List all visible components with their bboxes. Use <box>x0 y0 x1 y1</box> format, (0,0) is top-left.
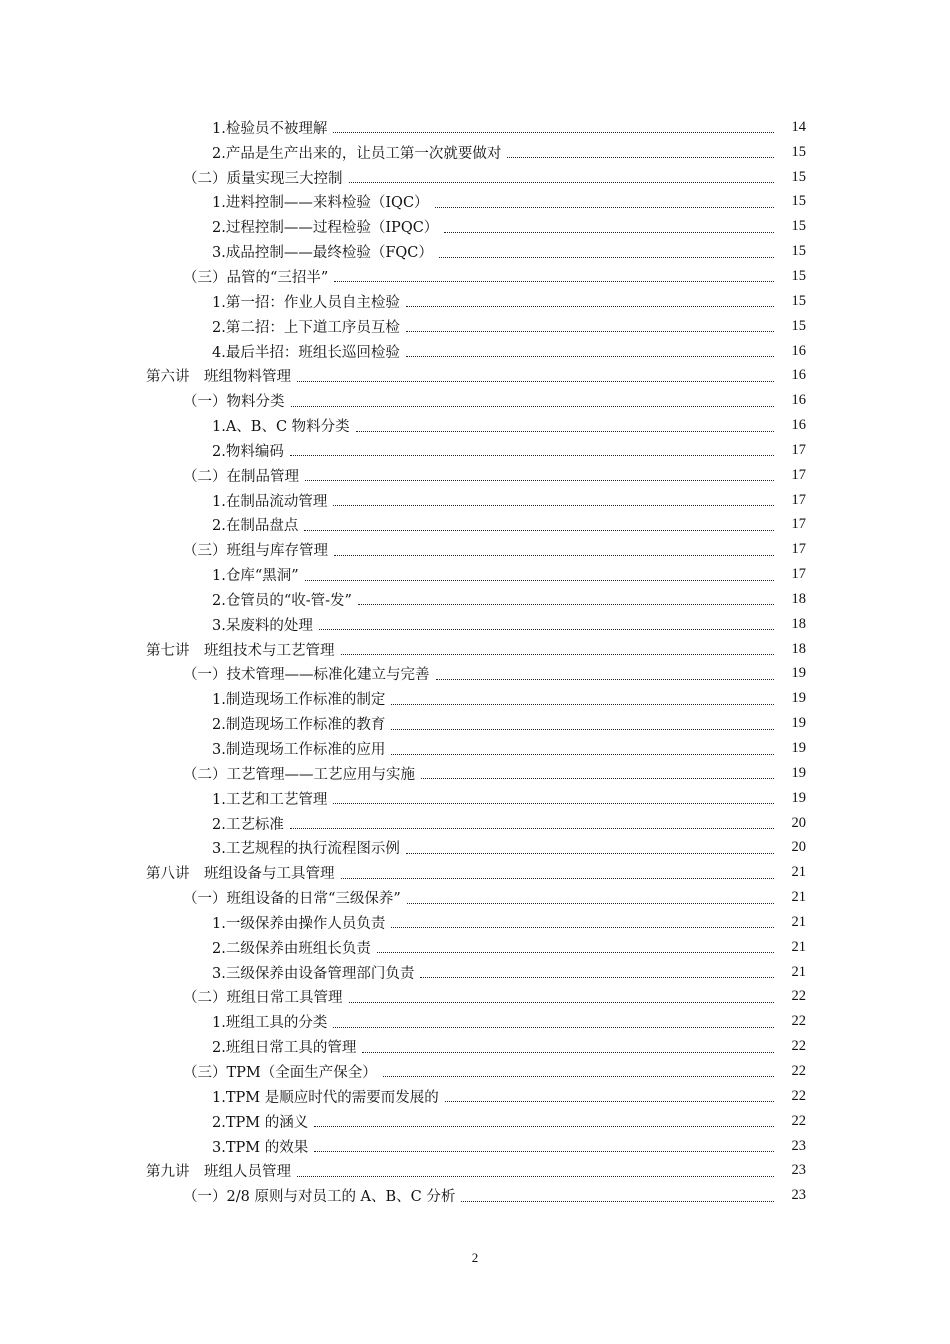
dot-leader <box>349 1001 775 1003</box>
toc-entry-page: 14 <box>791 118 806 135</box>
toc-entry[interactable] <box>0 612 950 637</box>
toc-entry-title: 2.物料编码 <box>212 443 284 460</box>
dot-leader <box>391 926 774 928</box>
toc-entry[interactable] <box>0 811 950 836</box>
toc-entry-title: 2.二级保养由班组长负责 <box>212 940 371 957</box>
dot-leader <box>334 280 774 282</box>
toc-entry-page: 15 <box>791 168 806 185</box>
toc-entry-title: 1.工艺和工艺管理 <box>212 791 328 808</box>
dot-leader <box>314 1150 774 1152</box>
toc-entry-title: 1.制造现场工作标准的制定 <box>212 692 386 709</box>
toc-entry[interactable] <box>0 637 950 662</box>
dot-leader <box>297 1175 774 1177</box>
toc-entry-title: （三）班组与库存管理 <box>183 543 328 560</box>
toc-entry-page: 15 <box>791 292 806 309</box>
dot-leader <box>341 877 775 879</box>
dot-leader <box>333 504 774 506</box>
dot-leader <box>341 653 775 655</box>
toc-entry[interactable] <box>0 686 950 711</box>
toc-entry-page: 20 <box>791 839 806 856</box>
toc-entry-title: 第七讲 班组技术与工艺管理 <box>146 642 335 659</box>
toc-entry-page: 21 <box>791 938 806 955</box>
toc-entry[interactable] <box>0 463 950 488</box>
toc-entry-page: 23 <box>791 1162 806 1179</box>
toc-entry-title: （二）质量实现三大控制 <box>183 170 343 187</box>
toc-entry-page: 15 <box>791 317 806 334</box>
toc-entry[interactable] <box>0 513 950 538</box>
dot-leader <box>290 454 774 456</box>
toc-entry[interactable] <box>0 1009 950 1034</box>
toc-entry-page: 22 <box>791 1013 806 1030</box>
dot-leader <box>319 628 774 630</box>
dot-leader <box>290 827 774 829</box>
toc-entry-title: 1.在制品流动管理 <box>212 493 328 510</box>
dot-leader <box>383 1075 774 1077</box>
toc-entry[interactable] <box>0 1109 950 1134</box>
toc-entry[interactable] <box>0 1059 950 1084</box>
toc-entry[interactable] <box>0 935 950 960</box>
toc-entry-title: 2.仓管员的“收-管-发” <box>212 592 352 609</box>
toc-entry-title: 2.过程控制——过程检验（IPQC） <box>212 220 439 237</box>
dot-leader <box>407 902 774 904</box>
toc-entry[interactable] <box>0 339 950 364</box>
toc-entry-title: 2.在制品盘点 <box>212 518 299 535</box>
toc-entry-title: （二）工艺管理——工艺应用与实施 <box>183 766 415 783</box>
toc-entry[interactable] <box>0 662 950 687</box>
toc-entry[interactable] <box>0 860 950 885</box>
dot-leader <box>391 753 774 755</box>
toc-entry-page: 22 <box>791 988 806 1005</box>
toc-entry-title: （三）品管的“三招半” <box>183 269 329 286</box>
toc-entry-page: 21 <box>791 864 806 881</box>
dot-leader <box>439 256 774 258</box>
toc-entry-title: 2.第二招：上下道工序员互检 <box>212 319 400 336</box>
toc-entry[interactable] <box>0 985 950 1010</box>
toc-entry-page: 18 <box>791 640 806 657</box>
dot-leader <box>420 976 774 978</box>
toc-entry-page: 23 <box>791 1137 806 1154</box>
toc-entry[interactable] <box>0 761 950 786</box>
toc-entry[interactable] <box>0 115 950 140</box>
toc-entry-title: （一）物料分类 <box>183 394 285 411</box>
toc-entry-page: 18 <box>791 590 806 607</box>
toc-entry[interactable] <box>0 140 950 165</box>
toc-entry[interactable] <box>0 736 950 761</box>
dot-leader <box>333 131 774 133</box>
toc-entry[interactable] <box>0 537 950 562</box>
toc-entry-page: 19 <box>791 764 806 781</box>
toc-entry[interactable] <box>0 363 950 388</box>
dot-leader <box>406 355 774 357</box>
toc-entry-page: 17 <box>791 541 806 558</box>
toc-entry-page: 19 <box>791 789 806 806</box>
dot-leader <box>507 156 774 158</box>
toc-entry-page: 22 <box>791 1087 806 1104</box>
dot-leader <box>391 703 774 705</box>
dot-leader <box>333 1026 774 1028</box>
dot-leader <box>314 1125 774 1127</box>
dot-leader <box>444 231 774 233</box>
toc-entry-page: 17 <box>791 566 806 583</box>
toc-entry-page: 17 <box>791 516 806 533</box>
toc-entry[interactable] <box>0 239 950 264</box>
toc-entry-page: 19 <box>791 690 806 707</box>
toc-entry-title: 3.成品控制——最终检验（FQC） <box>212 245 433 262</box>
toc-entry-page: 15 <box>791 218 806 235</box>
toc-entry-page: 15 <box>791 193 806 210</box>
dot-leader <box>304 529 774 531</box>
toc-entry-page: 17 <box>791 466 806 483</box>
dot-leader <box>461 1200 774 1202</box>
toc-entry-title: （二）在制品管理 <box>183 468 299 485</box>
toc-entry[interactable] <box>0 289 950 314</box>
toc-entry-title: 2.班组日常工具的管理 <box>212 1040 357 1057</box>
dot-leader <box>406 305 774 307</box>
toc-entry-page: 19 <box>791 715 806 732</box>
dot-leader <box>406 330 774 332</box>
toc-entry-title: 2.制造现场工作标准的教育 <box>212 717 386 734</box>
toc-entry-title: 1.班组工具的分类 <box>212 1015 328 1032</box>
toc-entry-title: 1.仓库“黑洞” <box>212 568 299 585</box>
dot-leader <box>334 554 774 556</box>
dot-leader <box>377 951 774 953</box>
dot-leader <box>297 380 774 382</box>
toc-entry[interactable] <box>0 562 950 587</box>
dot-leader <box>333 802 774 804</box>
toc-entry-page: 21 <box>791 913 806 930</box>
toc-entry[interactable] <box>0 910 950 935</box>
toc-entry-page: 19 <box>791 740 806 757</box>
dot-leader <box>362 1051 774 1053</box>
toc-entry-title: 2.工艺标准 <box>212 816 284 833</box>
dot-leader <box>358 603 774 605</box>
toc-entry[interactable] <box>0 587 950 612</box>
toc-entry-title: 1.A、B、C 物料分类 <box>212 419 350 436</box>
toc-entry[interactable] <box>0 711 950 736</box>
dot-leader <box>349 181 775 183</box>
toc-entry[interactable] <box>0 1084 950 1109</box>
toc-entry[interactable] <box>0 1134 950 1159</box>
dot-leader <box>291 405 775 407</box>
toc-entry[interactable] <box>0 1034 950 1059</box>
toc-entry[interactable] <box>0 885 950 910</box>
toc-entry-page: 19 <box>791 665 806 682</box>
toc-entry[interactable] <box>0 214 950 239</box>
toc-entry[interactable] <box>0 413 950 438</box>
toc-entry-title: 3.呆废料的处理 <box>212 617 313 634</box>
toc-entry-title: （一）2/8 原则与对员工的 A、B、C 分析 <box>183 1189 456 1206</box>
dot-leader <box>421 777 774 779</box>
toc-entry-page: 16 <box>791 367 806 384</box>
toc-entry-page: 21 <box>791 889 806 906</box>
dot-leader <box>406 852 774 854</box>
toc-entry-title: （三）TPM（全面生产保全） <box>183 1064 377 1081</box>
toc-entry[interactable] <box>0 1158 950 1183</box>
toc-entry-page: 21 <box>791 963 806 980</box>
toc-entry-title: 1.一级保养由操作人员负责 <box>212 915 386 932</box>
toc-entry-title: （一）技术管理——标准化建立与完善 <box>183 667 430 684</box>
toc-entry[interactable] <box>0 264 950 289</box>
toc-entry-title: 1.进料控制——来料检验（IQC） <box>212 195 429 212</box>
toc-entry-title: 第九讲 班组人员管理 <box>146 1164 291 1181</box>
toc-entry-page: 22 <box>791 1112 806 1129</box>
table-of-contents <box>0 115 950 1208</box>
toc-entry-page: 17 <box>791 441 806 458</box>
toc-entry[interactable] <box>0 1183 950 1208</box>
toc-entry[interactable] <box>0 835 950 860</box>
page-number: 2 <box>471 1250 479 1265</box>
toc-entry[interactable] <box>0 960 950 985</box>
toc-entry-title: 4.最后半招：班组长巡回检验 <box>212 344 400 361</box>
toc-entry-title: 1.检验员不被理解 <box>212 120 328 137</box>
toc-entry[interactable] <box>0 190 950 215</box>
toc-entry-page: 17 <box>791 491 806 508</box>
toc-entry-title: （二）班组日常工具管理 <box>183 990 343 1007</box>
toc-entry-page: 22 <box>791 1062 806 1079</box>
toc-entry-title: 2.产品是生产出来的，让员工第一次就要做对 <box>212 145 502 162</box>
toc-entry-title: 第八讲 班组设备与工具管理 <box>146 866 335 883</box>
dot-leader <box>356 430 774 432</box>
toc-entry-title: 3.三级保养由设备管理部门负责 <box>212 965 415 982</box>
toc-entry-title: 3.工艺规程的执行流程图示例 <box>212 841 400 858</box>
toc-entry-page: 18 <box>791 615 806 632</box>
toc-entry-title: 3.制造现场工作标准的应用 <box>212 742 386 759</box>
toc-entry-page: 15 <box>791 243 806 260</box>
toc-entry[interactable] <box>0 388 950 413</box>
toc-entry[interactable] <box>0 165 950 190</box>
toc-entry-page: 15 <box>791 267 806 284</box>
toc-entry-page: 16 <box>791 417 806 434</box>
toc-entry-title: 1.第一招：作业人员自主检验 <box>212 294 400 311</box>
toc-entry-page: 16 <box>791 342 806 359</box>
toc-entry-page: 23 <box>791 1187 806 1204</box>
toc-entry-page: 16 <box>791 392 806 409</box>
dot-leader <box>445 1100 774 1102</box>
dot-leader <box>305 579 774 581</box>
dot-leader <box>436 678 775 680</box>
dot-leader <box>435 206 774 208</box>
toc-entry[interactable] <box>0 438 950 463</box>
toc-entry-title: 2.TPM 的涵义 <box>212 1114 309 1131</box>
toc-entry-title: 第六讲 班组物料管理 <box>146 369 291 386</box>
toc-entry-title: （一）班组设备的日常“三级保养” <box>183 891 401 908</box>
toc-entry-page: 20 <box>791 814 806 831</box>
toc-entry[interactable] <box>0 786 950 811</box>
toc-entry-page: 15 <box>791 143 806 160</box>
toc-entry-title: 3.TPM 的效果 <box>212 1139 309 1156</box>
toc-entry[interactable] <box>0 488 950 513</box>
dot-leader <box>391 728 774 730</box>
toc-entry-title: 1.TPM 是顺应时代的需要而发展的 <box>212 1089 439 1106</box>
dot-leader <box>305 479 774 481</box>
toc-entry[interactable] <box>0 314 950 339</box>
toc-entry-page: 22 <box>791 1038 806 1055</box>
